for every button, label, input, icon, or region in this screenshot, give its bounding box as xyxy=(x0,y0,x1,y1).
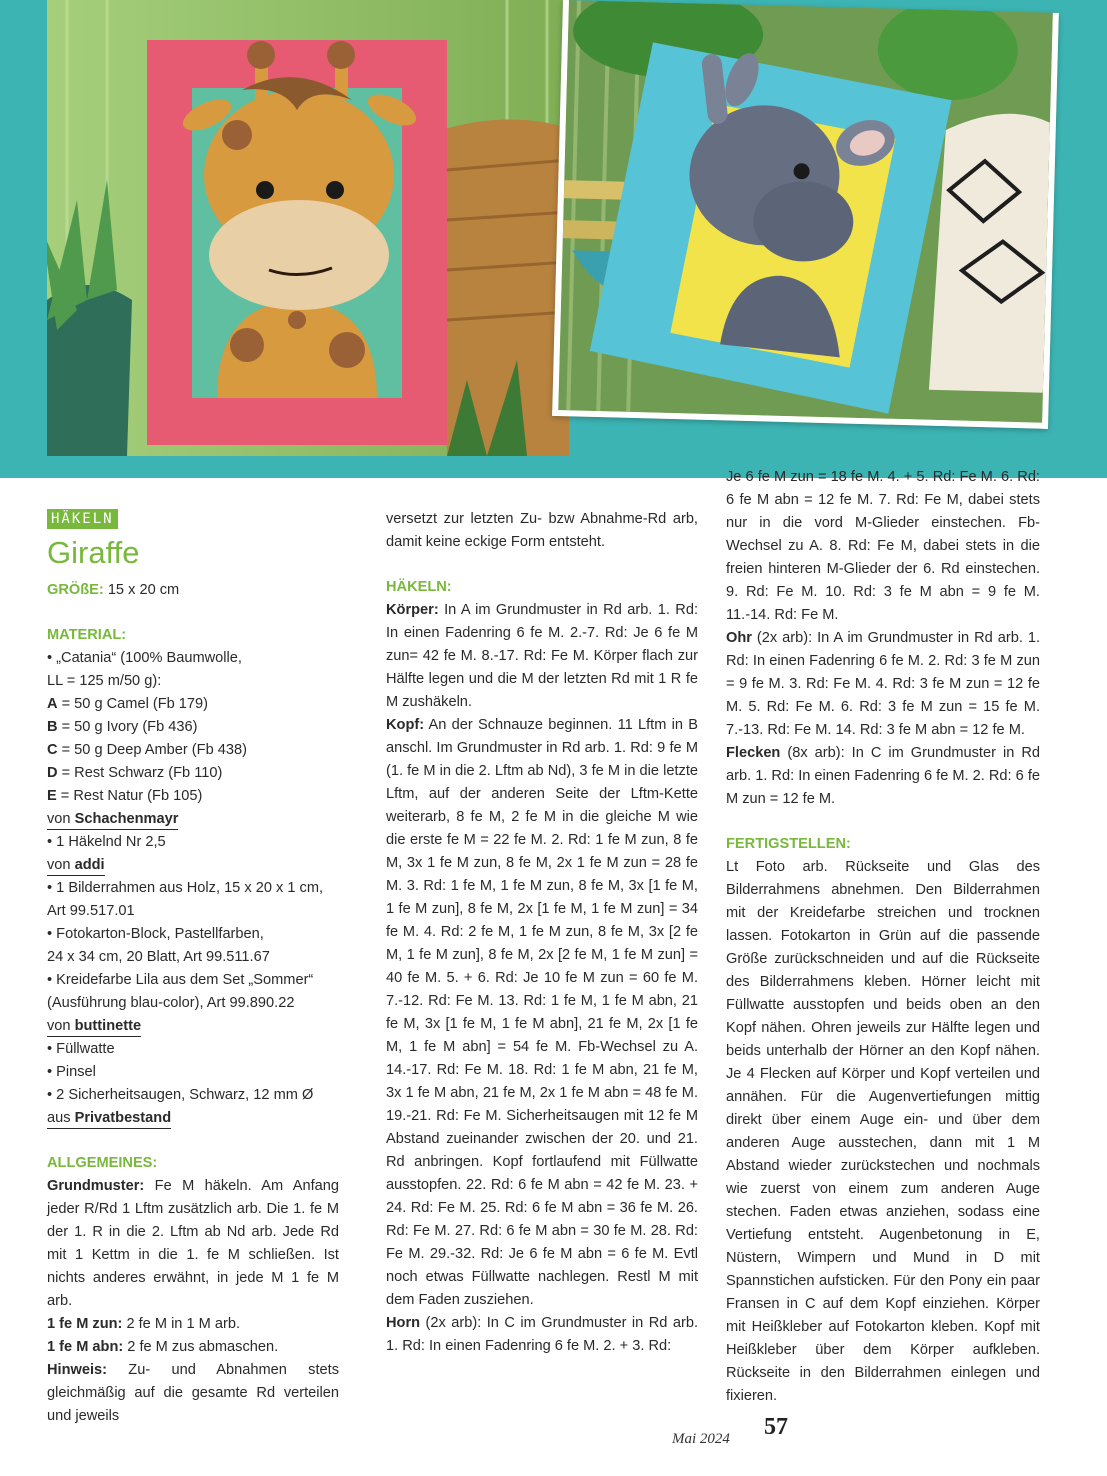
color-a: A = 50 g Camel (Fb 179) xyxy=(47,696,209,712)
size-value: 15 x 20 cm xyxy=(103,582,180,598)
frame-line-1: • 1 Bilderrahmen aus Holz, 15 x 20 x 1 cm, xyxy=(47,880,324,896)
giraffe-illustration xyxy=(47,0,569,456)
material-heading: MATERIAL: xyxy=(47,627,127,643)
chalk-line-2: (Ausführung blau-color), Art 99.890.22 xyxy=(47,995,295,1011)
supplier-buttinette: von buttinette xyxy=(47,1015,339,1038)
supplier-privat: aus Privatbestand xyxy=(47,1107,339,1130)
filling-line: • Füllwatte xyxy=(47,1041,115,1057)
chalk-line-1: • Kreidefarbe Lila aus dem Set „Sommer“ xyxy=(47,972,314,988)
finishing-instructions: Lt Foto arb. Rückseite und Glas des Bilderrahmens abnehmen. Den Bilderrahmen mit der Kreidefarbe streichen und trocknen lassen. Fotokarton in Grün auf die passende Größe zurückschneiden und auf die Rückseite des Bilderrahmens kleben. Hörner leicht mit Füllwatte ausstopfen und beids oben an den Kopf nähen. Ohren jeweils zur Hälfte legen und beids unterhalb der Hörner an den Kopf nähen. Je 4 Flecken auf Körper und Kopf verteilen und annähen. Für die Augenvertiefungen mittig direkt über einem Auge ein- und über dem anderen Auge ausstechen, dann mit 1 M Abstand wieder zurückstechen und nochmals wie zuerst von einem zum anderen Auge stechen. Faden etwas anziehen, sodass eine Vertiefung entsteht. Augenbetonung in E, Nüstern, Wimpern und Mund in D mit Spannstichen aufsticken. Für den Pony ein paar Fransen in C auf dem Kopf einziehen. Körper mit Heißkleber auf Fotokarton kleben. Kopf mit Heißkleber über dem Körper aufkleben. Rückseite in den Bilderrahmen einlegen und fixieren. xyxy=(726,859,1040,1404)
frame-line-2: Art 99.517.01 xyxy=(47,903,135,919)
zun-line: 1 fe M zun: 2 fe M in 1 M arb. xyxy=(47,1316,241,1332)
horn-instructions: Horn (2x arb): In C im Grundmuster in Rd arb. 1. Rd: In einen Fadenring 6 fe M. 2. + 3. Rd: xyxy=(386,1315,698,1354)
body-instructions: Körper: In A im Grundmuster in Rd arb. 1. Rd: In einen Fadenring 6 fe M. 2.-7. Rd: Je 6 fe M zun= 42 fe M. 8.-17. Rd: Fe M. Körper flach zur Hälfte legen und die M der letzten Rd mit 1 R fe M zushäkeln. xyxy=(386,602,698,710)
section-kicker: HÄKELN xyxy=(47,509,118,529)
card-line-2: 24 x 34 cm, 20 Blatt, Art 99.511.67 xyxy=(47,949,270,965)
horn-continuation: Je 6 fe M zun = 18 fe M. 4. + 5. Rd: Fe M. 6. Rd: 6 fe M abn = 12 fe M. 7. Rd: Fe M, dabei stets nur in die vord M-Glieder einstechen. Fb-Wechsel zu A. 8. Rd: Fe M, dabei stets in die freien hinteren M-Glieder der 6. Rd einstechen. 9. Rd: Fe M. 10. Rd: 3 fe M abn = 9 fe M. 11.-14. Rd: Fe M. xyxy=(726,469,1040,623)
card-line-1: • Fotokarton-Block, Pastellfarben, xyxy=(47,926,264,942)
size-line xyxy=(47,579,339,602)
ear-instructions: Ohr (2x arb): In A im Grundmuster in Rd arb. 1. Rd: In einen Fadenring 6 fe M. 2. Rd: 3 fe M zun = 9 fe M. 3. Rd: Fe M. 4. Rd: 3 fe M zun = 12 fe M. 5. Rd: Fe M. 6. Rd: 3 fe M zun = 15 fe M. 7.-13. Rd: Fe M. 14. Rd: 3 fe M abn = 12 fe M. xyxy=(726,630,1040,738)
grundmuster-paragraph: Grundmuster: Fe M häkeln. Am Anfang jeder R/Rd 1 Lftm zusätzlich arb. Die 1. fe M der 1. R in die 2. Lftm ab Nd arb. Jede Rd mit 1 Kettm in die 1. fe M schließen. Ist nichts anderes erwähnt, in jede M 1 fe M arb. xyxy=(47,1178,339,1309)
head-instructions: Kopf: An der Schnauze beginnen. 11 Lftm in B anschl. Im Grundmuster in Rd arb. 1. Rd: 9 fe M (1. fe M in die 2. Lftm ab Nd), 3 fe M in die letzte Lftm, auf der anderen Seite der Lftm-Kette weiterarb, 8 fe M, 2 fe M in die gleiche M wie die erste fe M = 22 fe M. 2. Rd: 1 fe M zun, 8 fe M, 3x 1 fe M zun, 8 fe M, 2x 1 fe M zun = 28 fe M. 3. Rd: 1 fe M, 1 fe M zun, 8 fe M, 3x [1 fe M, 1 fe M zun], 8 fe M, 2x [1 fe M, 1 fe M zun] = 34 fe M. 4. Rd: 2 fe M, 1 fe M zun, 8 fe M, 3x [2 fe M, 1 fe M zun], 8 fe M, 2x [2 fe M, 1 fe M zun] = 40 fe M. 5. + 6. Rd: Je 10 fe M zun = 60 fe M. 7.-12. Rd: Fe M. 13. Rd: 1 fe M, 1 fe M abn, 21 fe M, 3x [1 fe M, 1 fe M abn], 21 fe M, 2x [1 fe M, 1 fe M abn] = 54 fe M. Fb-Wechsel zu A. 14.-17. Rd: Fe M. 18. Rd: 1 fe M abn, 21 fe M, 3x 1 fe M abn, 21 fe M, 2x 1 fe M abn = 48 fe M. 19.-21. Rd: Fe M. Sicherheitsaugen mit 12 fe M Abstand zueinander zwischen der 20. und 21. Rd anbringen. Kopf fortlaufend mit Füllwatte ausstopfen. 22. Rd: 6 fe M abn = 42 fe M. 23. + 24. Rd: Fe M. 25. Rd: 6 fe M abn = 36 fe M. 26. Rd: Fe M. 27. Rd: 6 fe M abn = 30 fe M. 28. Rd: Fe M. 29.-32. Rd: Je 6 fe M abn = 6 fe M. Evtl noch etwas Füllwatte nachlegen. Restl M mit dem Faden zusziehen. xyxy=(386,717,698,1308)
spots-instructions: Flecken (8x arb): In C im Grundmuster in Rd arb. 1. Rd: In einen Fadenring 6 fe M. 2. Rd: 6 fe M zun = 12 fe M. xyxy=(726,745,1040,807)
yarn-line-2: LL = 125 m/50 g): xyxy=(47,673,162,689)
column-2 xyxy=(386,508,698,1358)
finishing-heading: FERTIGSTELLEN: xyxy=(726,836,851,852)
yarn-line-1: • „Catania“ (100% Baumwolle, xyxy=(47,650,242,666)
abn-line: 1 fe M abn: 2 fe M zus abmaschen. xyxy=(47,1339,279,1355)
issue-date: Mai 2024 xyxy=(672,1431,730,1447)
supplier-schachenmayr: von Schachenmayr xyxy=(47,808,339,831)
rhino-illustration xyxy=(558,0,1053,423)
color-c: C = 50 g Deep Amber (Fb 438) xyxy=(47,742,247,758)
color-d: D = Rest Schwarz (Fb 110) xyxy=(47,765,223,781)
color-e: E = Rest Natur (Fb 105) xyxy=(47,788,203,804)
rhino-photo xyxy=(552,0,1059,429)
hinweis-continuation: versetzt zur letzten Zu- bzw Abnahme-Rd arb, damit keine eckige Form entsteht. xyxy=(386,511,698,550)
hook-line: • 1 Häkelnd Nr 2,5 xyxy=(47,834,166,850)
supplier-addi: von addi xyxy=(47,854,339,877)
hinweis-paragraph: Hinweis: Zu- und Abnahmen stets gleichmäßig auf die gesamte Rd verteilen und jeweils xyxy=(47,1362,339,1424)
page-number: 57 xyxy=(764,1414,788,1440)
eyes-line: • 2 Sicherheitsaugen, Schwarz, 12 mm Ø xyxy=(47,1087,314,1103)
column-3 xyxy=(726,466,1040,1408)
column-1 xyxy=(47,508,339,1428)
size-label: GRÖßE: xyxy=(47,582,104,598)
general-heading: ALLGEMEINES: xyxy=(47,1155,158,1171)
page-title: Giraffe xyxy=(47,535,140,570)
color-b: B = 50 g Ivory (Fb 436) xyxy=(47,719,198,735)
crochet-heading: HÄKELN: xyxy=(386,579,452,595)
giraffe-photo xyxy=(47,0,569,456)
brush-line: • Pinsel xyxy=(47,1064,96,1080)
